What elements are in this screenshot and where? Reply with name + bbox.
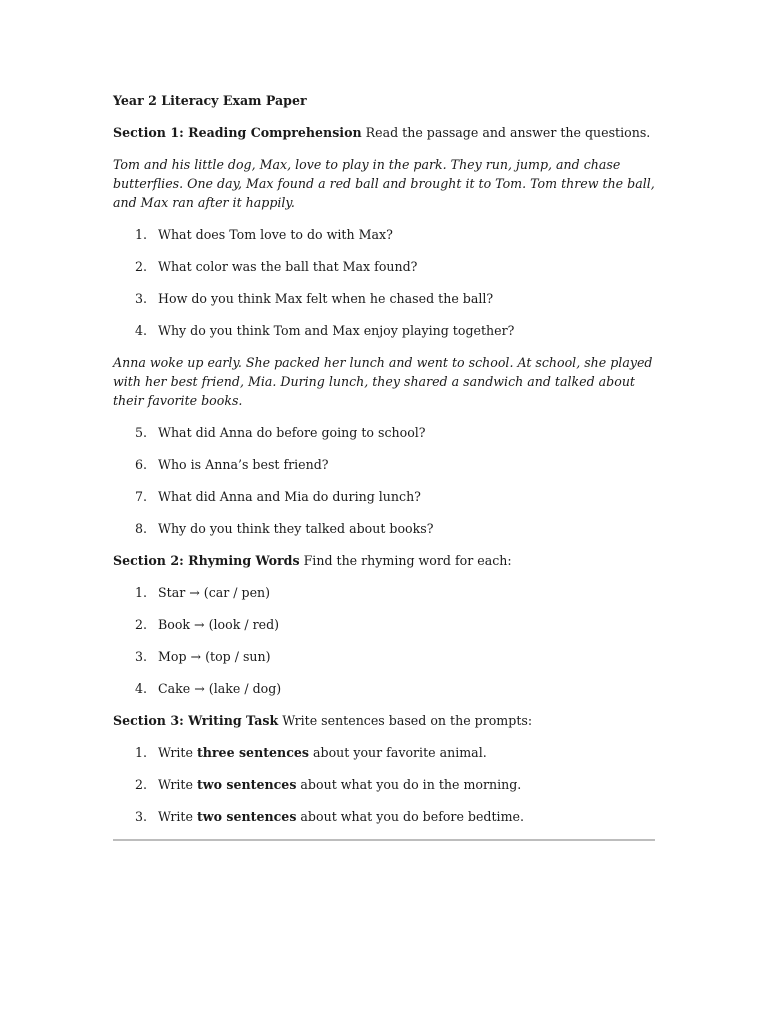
section1-heading-line — [113, 123, 658, 142]
item-number: 1. — [135, 585, 148, 600]
section1-instruction: Read the passage and answer the questions. — [361, 125, 651, 140]
question-text: Why do you think they talked about books? — [158, 521, 434, 536]
item-number: 4. — [135, 681, 148, 696]
section3-heading: Section 3: Writing Task — [113, 713, 279, 728]
passage-1: Tom and his little dog, Max, love to play in the park. They run, jump, and chase butterflies. One day, Max found a red ball and brought it to Tom. Tom threw the ball, and Max ran after it happily. — [113, 157, 655, 210]
question-text: How do you think Max felt when he chased the ball? — [158, 291, 494, 306]
exam-page — [113, 91, 658, 841]
question-text: What did Anna and Mia do during lunch? — [158, 489, 421, 504]
section2-instruction: Find the rhyming word for each: — [299, 553, 512, 568]
item-number: 2. — [135, 617, 148, 632]
writing-item — [113, 807, 658, 826]
question-text: Why do you think Tom and Max enjoy playing together? — [158, 323, 515, 338]
rhyming-text: Cake → (lake / dog) — [158, 681, 282, 696]
question-number: 7. — [135, 489, 148, 504]
item-number: 3. — [135, 649, 148, 664]
section2-heading: Section 2: Rhyming Words — [113, 553, 300, 568]
rhyming-item — [113, 679, 658, 698]
question-text: What does Tom love to do with Max? — [158, 227, 393, 242]
question-number: 1. — [135, 227, 148, 242]
rhyming-list — [113, 583, 658, 698]
prompt-pre: Write — [158, 777, 197, 792]
rhyming-text: Book → (look / red) — [158, 617, 280, 632]
question-item — [113, 225, 658, 244]
question-number: 4. — [135, 323, 148, 338]
document-title: Year 2 Literacy Exam Paper — [113, 93, 307, 108]
question-item — [113, 519, 658, 538]
section1-heading: Section 1: Reading Comprehension — [113, 125, 362, 140]
question-number: 5. — [135, 425, 148, 440]
rhyming-item — [113, 615, 658, 634]
prompt-post: about what you do before bedtime. — [296, 809, 524, 824]
question-text: What did Anna do before going to school? — [158, 425, 426, 440]
prompt-pre: Write — [158, 809, 197, 824]
section2-heading-line — [113, 551, 658, 570]
writing-item — [113, 743, 658, 762]
question-text: What color was the ball that Max found? — [158, 259, 418, 274]
item-number: 2. — [135, 777, 148, 792]
question-item — [113, 289, 658, 308]
prompt-post: about what you do in the morning. — [296, 777, 522, 792]
prompt-bold: two sentences — [196, 777, 297, 792]
passage-2: Anna woke up early. She packed her lunch and went to school. At school, she played with her best friend, Mia. During lunch, they shared a sandwich and talked about their favorite books. — [113, 355, 653, 408]
item-number: 1. — [135, 745, 148, 760]
question-item — [113, 455, 658, 474]
rhyming-text: Star → (car / pen) — [158, 585, 271, 600]
question-number: 2. — [135, 259, 148, 274]
horizontal-rule — [113, 839, 655, 841]
prompt-post: about your favorite animal. — [309, 745, 487, 760]
prompt-pre: Write — [158, 745, 197, 760]
question-number: 3. — [135, 291, 148, 306]
question-text: Who is Anna’s best friend? — [158, 457, 329, 472]
prompt-bold: two sentences — [196, 809, 297, 824]
question-item — [113, 321, 658, 340]
prompt-bold: three sentences — [196, 745, 309, 760]
writing-list — [113, 743, 658, 826]
question-item — [113, 487, 658, 506]
question-number: 6. — [135, 457, 148, 472]
rhyming-item — [113, 647, 658, 666]
question-item — [113, 423, 658, 442]
questions-list-1 — [113, 225, 658, 340]
questions-list-2 — [113, 423, 658, 538]
rhyming-text: Mop → (top / sun) — [158, 649, 271, 664]
section3-instruction: Write sentences based on the prompts: — [278, 713, 533, 728]
rhyming-item — [113, 583, 658, 602]
section3-heading-line — [113, 711, 658, 730]
question-item — [113, 257, 658, 276]
item-number: 3. — [135, 809, 148, 824]
question-number: 8. — [135, 521, 148, 536]
writing-item — [113, 775, 658, 794]
